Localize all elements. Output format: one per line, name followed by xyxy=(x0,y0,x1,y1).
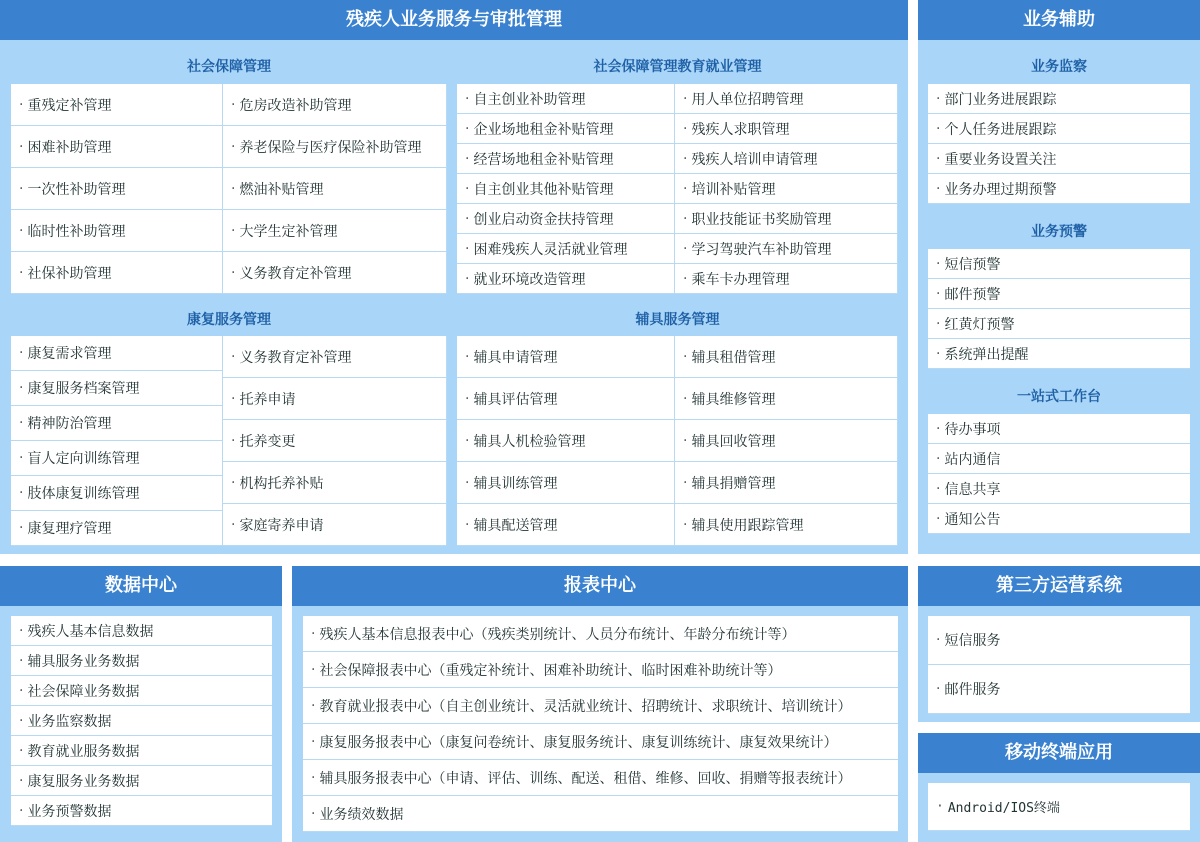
menu-item[interactable]: · 盲人定向训练管理 xyxy=(11,441,223,476)
menu-item[interactable]: · 乘车卡办理管理 xyxy=(675,264,898,294)
menu-item[interactable]: · 社保补助管理 xyxy=(11,252,223,294)
panel-title: 第三方运营系统 xyxy=(918,566,1200,606)
menu-item[interactable]: · 辅具回收管理 xyxy=(675,420,898,462)
section-title: 社会保障管理教育就业管理 xyxy=(593,59,762,75)
menu-item[interactable]: · 危房改造补助管理 xyxy=(223,84,447,126)
education-employment-section xyxy=(457,46,898,294)
mobile-list xyxy=(928,783,1190,831)
menu-item[interactable]: · 家庭寄养申请 xyxy=(223,504,447,546)
menu-item[interactable]: · 康复理疗管理 xyxy=(11,511,223,546)
menu-item[interactable]: · 燃油补贴管理 xyxy=(223,168,447,210)
list-item[interactable]: · 康复服务业务数据 xyxy=(11,766,272,796)
list-item[interactable]: · 红黄灯预警 xyxy=(928,309,1190,339)
list-item[interactable]: · 辅具服务报表中心（申请、评估、训练、配送、租借、维修、回收、捐赠等报表统计） xyxy=(303,760,898,796)
social-security-grid xyxy=(11,84,447,294)
supervision-section xyxy=(928,46,1190,204)
panel-title: 报表中心 xyxy=(292,566,908,606)
list-item[interactable]: · 业务预警数据 xyxy=(11,796,272,826)
workbench-section xyxy=(928,376,1190,534)
list-item[interactable]: · 站内通信 xyxy=(928,444,1190,474)
aids-section xyxy=(457,298,898,546)
menu-item[interactable]: · 用人单位招聘管理 xyxy=(675,84,898,114)
list-item[interactable]: · 邮件预警 xyxy=(928,279,1190,309)
section-title: 康复服务管理 xyxy=(187,312,271,328)
third-party-list xyxy=(928,616,1190,714)
menu-item[interactable]: · 职业技能证书奖励管理 xyxy=(675,204,898,234)
menu-item[interactable]: · 困难残疾人灵活就业管理 xyxy=(457,234,675,264)
third-party-panel xyxy=(918,566,1200,722)
menu-item[interactable]: · 辅具捐赠管理 xyxy=(675,462,898,504)
menu-item[interactable]: · 培训补贴管理 xyxy=(675,174,898,204)
social-security-section xyxy=(11,46,447,294)
menu-item[interactable]: · 临时性补助管理 xyxy=(11,210,223,252)
menu-item[interactable]: · 经营场地租金补贴管理 xyxy=(457,144,675,174)
menu-item[interactable]: · 托养申请 xyxy=(223,378,447,420)
data-center-panel xyxy=(0,566,282,842)
list-item[interactable]: · 系统弹出提醒 xyxy=(928,339,1190,369)
list-item[interactable]: · 社会保障业务数据 xyxy=(11,676,272,706)
menu-item[interactable]: · 肢体康复训练管理 xyxy=(11,476,223,511)
menu-item[interactable]: · 学习驾驶汽车补助管理 xyxy=(675,234,898,264)
aids-grid xyxy=(457,336,898,546)
menu-item[interactable]: · 残疾人求职管理 xyxy=(675,114,898,144)
menu-item[interactable]: · 辅具配送管理 xyxy=(457,504,675,546)
menu-item[interactable]: · 大学生定补管理 xyxy=(223,210,447,252)
data-center-list xyxy=(11,616,272,826)
section-title: 社会保障管理 xyxy=(187,59,271,75)
education-employment-grid xyxy=(457,84,898,294)
business-aux-panel xyxy=(918,0,1200,554)
menu-item[interactable]: · 机构托养补贴 xyxy=(223,462,447,504)
panel-title: 残疾人业务服务与审批管理 xyxy=(0,0,908,40)
list-item[interactable]: · 个人任务进展跟踪 xyxy=(928,114,1190,144)
list-item[interactable]: · 信息共享 xyxy=(928,474,1190,504)
menu-item[interactable]: · 辅具维修管理 xyxy=(675,378,898,420)
list-item[interactable]: · 业务绩效数据 xyxy=(303,796,898,832)
list-item[interactable]: · 社会保障报表中心（重残定补统计、困难补助统计、临时困难补助统计等） xyxy=(303,652,898,688)
menu-item[interactable]: · 辅具人机检验管理 xyxy=(457,420,675,462)
menu-item[interactable]: · 托养变更 xyxy=(223,420,447,462)
list-item[interactable]: · 待办事项 xyxy=(928,414,1190,444)
section-title: 一站式工作台 xyxy=(1017,389,1101,405)
workbench-list xyxy=(928,414,1190,534)
list-item[interactable]: · 残疾人基本信息报表中心（残疾类别统计、人员分布统计、年龄分布统计等） xyxy=(303,616,898,652)
list-item[interactable]: · 教育就业服务数据 xyxy=(11,736,272,766)
warning-section xyxy=(928,211,1190,369)
list-item[interactable]: · 残疾人基本信息数据 xyxy=(11,616,272,646)
menu-item[interactable]: · 辅具申请管理 xyxy=(457,336,675,378)
menu-item[interactable]: · 辅具评估管理 xyxy=(457,378,675,420)
menu-item[interactable]: · 一次性补助管理 xyxy=(11,168,223,210)
list-item[interactable]: · 重要业务设置关注 xyxy=(928,144,1190,174)
list-item[interactable]: · 短信预警 xyxy=(928,249,1190,279)
section-title: 业务监察 xyxy=(1031,59,1087,75)
warning-list xyxy=(928,249,1190,369)
report-center-panel xyxy=(292,566,908,842)
list-item[interactable]: · 康复服务报表中心（康复问卷统计、康复服务统计、康复训练统计、康复效果统计） xyxy=(303,724,898,760)
list-item[interactable]: · 辅具服务业务数据 xyxy=(11,646,272,676)
business-approval-panel xyxy=(0,0,908,554)
list-item[interactable]: · 业务办理过期预警 xyxy=(928,174,1190,204)
mobile-panel xyxy=(918,733,1200,842)
menu-item[interactable]: · 康复服务档案管理 xyxy=(11,371,223,406)
rehab-grid xyxy=(11,336,447,546)
menu-item[interactable]: · 辅具训练管理 xyxy=(457,462,675,504)
list-item[interactable]: · 通知公告 xyxy=(928,504,1190,534)
menu-item[interactable]: · 自主创业补助管理 xyxy=(457,84,675,114)
list-item[interactable]: · 教育就业报表中心（自主创业统计、灵活就业统计、招聘统计、求职统计、培训统计） xyxy=(303,688,898,724)
panel-title: 数据中心 xyxy=(0,566,282,606)
panel-title: 业务辅助 xyxy=(918,0,1200,40)
list-item[interactable]: · 邮件服务 xyxy=(928,665,1190,714)
menu-item[interactable]: · 困难补助管理 xyxy=(11,126,223,168)
menu-item[interactable]: · 就业环境改造管理 xyxy=(457,264,675,294)
menu-item[interactable]: · 义务教育定补管理 xyxy=(223,336,447,378)
menu-item[interactable]: · 自主创业其他补贴管理 xyxy=(457,174,675,204)
list-item[interactable]: · 业务监察数据 xyxy=(11,706,272,736)
menu-item[interactable]: · 企业场地租金补贴管理 xyxy=(457,114,675,144)
report-center-list xyxy=(303,616,898,832)
menu-item[interactable]: · 辅具租借管理 xyxy=(675,336,898,378)
list-item[interactable]: · 短信服务 xyxy=(928,616,1190,665)
menu-item[interactable]: · 辅具使用跟踪管理 xyxy=(675,504,898,546)
menu-item[interactable]: · 精神防治管理 xyxy=(11,406,223,441)
section-title: 业务预警 xyxy=(1031,224,1087,240)
list-item[interactable]: · 部门业务进展跟踪 xyxy=(928,84,1190,114)
panel-title: 移动终端应用 xyxy=(918,733,1200,773)
list-item[interactable]: · Android/IOS终端 xyxy=(928,783,1190,831)
rehab-section xyxy=(11,298,447,546)
rehab-left-column xyxy=(11,336,223,546)
menu-item[interactable]: · 义务教育定补管理 xyxy=(223,252,447,294)
section-title: 辅具服务管理 xyxy=(635,312,720,328)
menu-item[interactable]: · 残疾人培训申请管理 xyxy=(675,144,898,174)
menu-item[interactable]: · 康复需求管理 xyxy=(11,336,223,371)
menu-item[interactable]: · 重残定补管理 xyxy=(11,84,223,126)
menu-item[interactable]: · 创业启动资金扶持管理 xyxy=(457,204,675,234)
rehab-right-column xyxy=(223,336,447,546)
menu-item[interactable]: · 养老保险与医疗保险补助管理 xyxy=(223,126,447,168)
supervision-list xyxy=(928,84,1190,204)
